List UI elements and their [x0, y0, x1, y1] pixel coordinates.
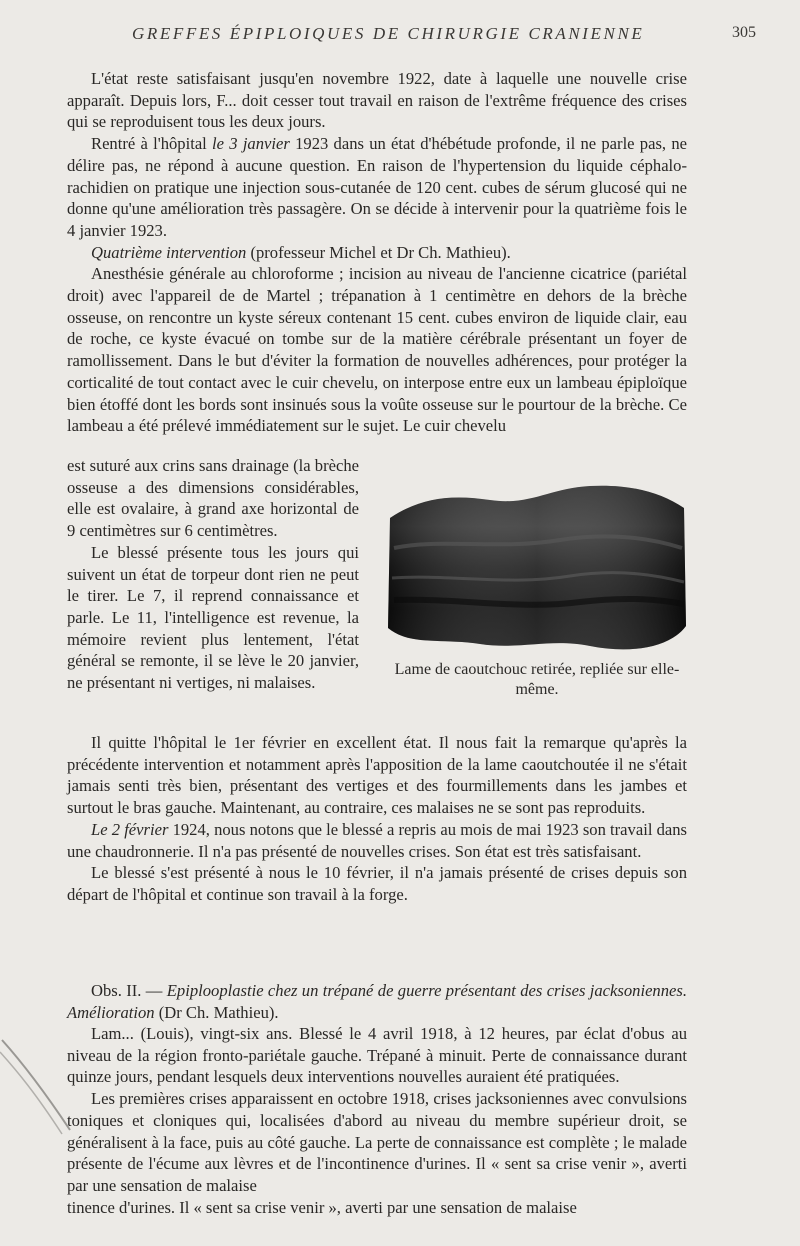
- rubber-sheet-photo-icon: [380, 478, 692, 660]
- paragraph-duplicate-line: tinence d'urines. Il « sent sa crise venir », averti par une sensation de malaise: [67, 1197, 577, 1217]
- running-header: [66, 22, 770, 48]
- paragraph: Obs. II. — Epiplooplastie chez un trépané de guerre présentant des crises jacksoniennes. Amélioration (Dr Ch. Mathieu).: [67, 981, 687, 1022]
- paragraph: Il quitte l'hôpital le 1er février en excellent état. Il nous fait la remarque qu'après la précédente intervention et notamment après l'apposition de la lame caoutchoutée il ne s'était jamais senti très bien, présentant des vertiges et des fourmillements dans les jambes et surtout le bras gauche. Maintenant, au contraire, ces malaises ne se sont pas reproduits.: [67, 733, 687, 818]
- paragraph: Le blessé présente tous les jours qui suivent un état de torpeur dont rien ne peut le tirer. Le 7, il reprend connaissance et parle. Le 11, l'intelligence est revenue, la mémoire revient plus lentement, l'état général se remonte, il se lève le 20 janvier, ne présentant ni vertiges, ni malaises.: [67, 542, 359, 693]
- paragraph: Rentré à l'hôpital le 3 janvier 1923 dans un état d'hébétude profonde, il ne parle pas, ne délire pas, ne répond à aucune question. En raison de l'hypertension du liquide céphalo-rachidien on pratique une injection sous-cutanée de 120 cent. cubes de sérum glucosé qui ne donne qu'une amélioration très passagère. On se décide à intervenir pour la quatrième fois le 4 janvier 1923.: [67, 134, 687, 240]
- observation-heading: [67, 980, 687, 1023]
- paragraph: Le 2 février 1924, nous notons que le blessé a repris au mois de mai 1923 son travail dans une chaudronnerie. Il n'a pas présenté de nouvelles crises. Son état est très satisfaisant.: [67, 819, 688, 861]
- paragraph: Lam... (Louis), vingt-six ans. Blessé le 4 avril 1918, à 12 heures, par éclat d'obus au niveau de la région fronto-pariétale gauche. Trépané à minuit. Perte de connaissance durant quinze jours, pendant lesquels deux interventions nouvelles auraient été pratiquées.: [67, 1024, 687, 1087]
- text-block-top: [67, 68, 687, 437]
- running-title: GREFFES ÉPIPLOIQUES DE CHIRURGIE CRANIENNE: [132, 24, 645, 43]
- figure-caption: Lame de caoutchouc retirée, repliée sur elle-même.: [394, 661, 680, 698]
- text-block-bottom: [67, 1023, 687, 1218]
- margin-stroke-mark: [0, 1030, 80, 1140]
- paragraph: Le blessé s'est présenté à nous le 10 février, il n'a jamais présenté de crises depuis son départ de l'hôpital et continue son travail à la forge.: [67, 863, 687, 904]
- paragraph: est suturé aux crins sans drainage (la brèche osseuse a des dimensions considérables, elle est ovalaire, à grand axe horizontal de 9 centimètres sur 6 centimètres.: [67, 456, 359, 541]
- paragraph: Les premières crises apparaissent en octobre 1918, crises jacksoniennes avec convulsions toniques et cloniques qui, localisées d'abord au niveau du membre supérieur droit, se généralisent à la face, puis au côté gauche. La perte de connaissance est complète ; le malade présente de l'écume aux lèvres et de l'incontinence d'urines. Il « sent sa crise venir », averti par une sensation de malaise: [67, 1089, 687, 1195]
- text-block-middle: [67, 732, 687, 906]
- paragraph: L'état reste satisfaisant jusqu'en novembre 1922, date à laquelle une nouvelle crise apparaît. Depuis lors, F... doit cesser tout travail en raison de l'extrême fréquence des crises qui se reproduisent tous les deux jours.: [67, 69, 687, 132]
- section-heading: Quatrième intervention (professeur Michel et Dr Ch. Mathieu).: [91, 242, 511, 262]
- text-column-beside-figure: [67, 455, 359, 694]
- page-number: 305: [732, 24, 756, 41]
- paragraph: Anesthésie générale au chloroforme ; incision au niveau de l'ancienne cicatrice (pariétal droit) avec l'appareil de de Martel ; trépanation à 1 centimètre en dehors de la brèche osseuse, on rencontre un kyste séreux contenant 15 cent. cubes environ de liquide clair, eau de roche, ce kyste évacué on tombe sur de la matière cérébrale présentant un foyer de ramollissement. Dans le but d'éviter la formation de nouvelles adhérences, pour protéger la corticalité de tout contact avec le cuir chevelu, on interpose entre eux un lambeau épiploïque bien étoffé dont les bords sont insinués sous la voûte osseuse sur le pourtour de la brèche. Ce lambeau a été prélevé immédiatement sur le sujet. Le cuir chevelu: [67, 264, 687, 436]
- figure-photo: [380, 478, 692, 660]
